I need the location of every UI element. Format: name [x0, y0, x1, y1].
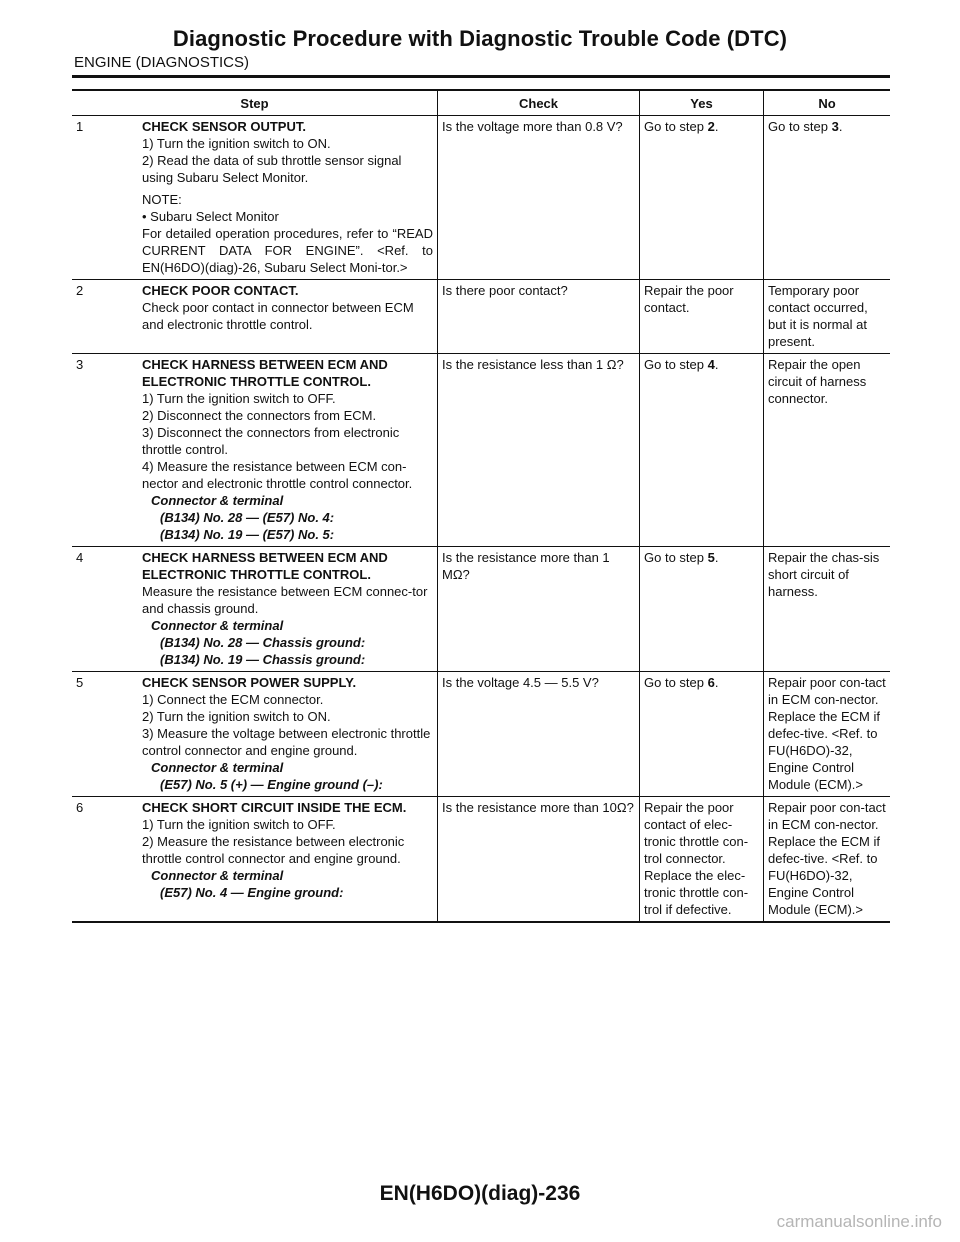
check-cell: Is the voltage 4.5 — 5.5 V?: [438, 672, 640, 797]
connector-terminal: (E57) No. 5 (+) — Engine ground (–):: [160, 777, 383, 792]
step-title: CHECK POOR CONTACT.: [142, 283, 299, 298]
no-goto-step: 3: [831, 119, 839, 134]
table-row: [72, 354, 890, 547]
no-cell: [764, 116, 891, 280]
check-cell: Is there poor contact?: [438, 280, 640, 354]
step-number: 6: [76, 800, 84, 815]
step-body: [142, 356, 433, 543]
table-row: [72, 797, 890, 923]
step-instruction: 4) Measure the resistance between ECM con-nector and electronic throttle control connector.: [142, 459, 413, 491]
connector-label: Connector & terminal: [151, 493, 284, 508]
no-action: Repair poor con-tact in ECM con-nector. Replace the ECM if defec-tive. <Ref. to FU(H6DO)-32, Engine Control Module (ECM).>: [768, 800, 886, 917]
section-label: ENGINE (DIAGNOSTICS): [74, 54, 250, 71]
step-content: [76, 356, 433, 543]
column-header-check: Check: [438, 90, 640, 116]
yes-cell: [640, 116, 764, 280]
no-cell: [764, 354, 891, 547]
yes-cell: [640, 797, 764, 923]
check-cell: Is the resistance more than 1 MΩ?: [438, 547, 640, 672]
check-cell: Is the voltage more than 0.8 V?: [438, 116, 640, 280]
step-instruction: 1) Turn the ignition switch to OFF.: [142, 391, 336, 406]
step-instruction: 2) Measure the resistance between electronic throttle control connector and engine ground.: [142, 834, 405, 866]
table-row: [72, 116, 890, 280]
no-cell: [764, 797, 891, 923]
connector-label: Connector & terminal: [151, 760, 284, 775]
diagnostic-table: [72, 89, 890, 923]
no-goto-prefix: Go to step: [768, 119, 832, 134]
step-cell: [72, 672, 438, 797]
check-cell: Is the resistance more than 10Ω?: [438, 797, 640, 923]
table-row: [72, 280, 890, 354]
step-instruction: 2) Disconnect the connectors from ECM.: [142, 408, 377, 423]
step-body: [142, 674, 433, 793]
step-content: [76, 282, 433, 333]
yes-cell: [640, 280, 764, 354]
step-cell: [72, 280, 438, 354]
step-number: 4: [76, 550, 84, 565]
step-instruction: 3) Measure the voltage between electronic throttle control connector and engine ground.: [142, 726, 431, 758]
step-instruction: 2) Turn the ignition switch to ON.: [142, 709, 331, 724]
step-number: 5: [76, 675, 84, 690]
step-body: [142, 118, 433, 276]
check-cell: Is the resistance less than 1 Ω?: [438, 354, 640, 547]
column-header-yes: Yes: [640, 90, 764, 116]
yes-cell: [640, 354, 764, 547]
step-title: CHECK HARNESS BETWEEN ECM AND ELECTRONIC THROTTLE CONTROL.: [142, 357, 388, 389]
page-number: EN(H6DO)(diag)-236: [379, 1182, 581, 1205]
note-label: NOTE:: [142, 192, 182, 207]
watermark: carmanualsonline.info: [776, 1212, 942, 1231]
connector-terminal: (B134) No. 28 — (E57) No. 4:: [160, 510, 335, 525]
step-number: 3: [76, 357, 84, 372]
no-action: Repair the chas-sis short circuit of harness.: [768, 550, 880, 599]
no-goto-suffix: .: [838, 119, 843, 134]
yes-goto-prefix: Go to step: [644, 357, 708, 372]
yes-goto-suffix: .: [714, 550, 719, 565]
no-action: Repair poor con-tact in ECM con-nector. Replace the ECM if defec-tive. <Ref. to FU(H6DO)-32, Engine Control Module (ECM).>: [768, 675, 886, 792]
step-body: [142, 549, 433, 668]
yes-goto-step: 5: [707, 550, 715, 565]
step-content: [76, 674, 433, 793]
note-text: For detailed operation procedures, refer to “READ CURRENT DATA FOR ENGINE”. <Ref. to EN(H6DO)(diag)-26, Subaru Select Moni-tor.>: [142, 226, 433, 275]
step-instruction: 2) Read the data of sub throttle sensor signal using Subaru Select Monitor.: [142, 153, 402, 185]
connector-terminal: (B134) No. 28 — Chassis ground:: [160, 635, 366, 650]
step-instruction: 1) Turn the ignition switch to ON.: [142, 136, 331, 151]
step-content: [76, 549, 433, 668]
yes-goto-prefix: Go to step: [644, 675, 708, 690]
step-title: CHECK SENSOR OUTPUT.: [142, 119, 306, 134]
step-cell: [72, 116, 438, 280]
yes-goto-suffix: .: [714, 119, 719, 134]
step-number: 1: [76, 119, 84, 134]
page-title: Diagnostic Procedure with Diagnostic Trouble Code (DTC): [172, 26, 788, 51]
step-instruction: Check poor contact in connector between ECM and electronic throttle control.: [142, 300, 414, 332]
table-row: [72, 672, 890, 797]
yes-action: Repair the poor contact.: [644, 283, 734, 315]
yes-cell: [640, 547, 764, 672]
step-cell: [72, 354, 438, 547]
yes-goto-step: 4: [707, 357, 715, 372]
step-instruction: 1) Turn the ignition switch to OFF.: [142, 817, 336, 832]
step-number: 2: [76, 283, 84, 298]
yes-goto-prefix: Go to step: [644, 119, 708, 134]
step-cell: [72, 547, 438, 672]
step-title: CHECK SENSOR POWER SUPPLY.: [142, 675, 357, 690]
step-title: CHECK HARNESS BETWEEN ECM AND ELECTRONIC THROTTLE CONTROL.: [142, 550, 388, 582]
no-action: Repair the open circuit of harness connector.: [768, 357, 867, 406]
step-content: [76, 118, 433, 276]
connector-terminal: (E57) No. 4 — Engine ground:: [160, 885, 344, 900]
step-instruction: Measure the resistance between ECM connec-tor and chassis ground.: [142, 584, 428, 616]
column-header-no: No: [764, 90, 891, 116]
step-body: [142, 282, 433, 333]
yes-goto-suffix: .: [714, 357, 719, 372]
step-content: [76, 799, 433, 901]
step-cell: [72, 797, 438, 923]
yes-goto-step: 6: [707, 675, 715, 690]
yes-goto-step: 2: [707, 119, 715, 134]
table-row: [72, 547, 890, 672]
connector-label: Connector & terminal: [151, 868, 284, 883]
connector-terminal: (B134) No. 19 — (E57) No. 5:: [160, 527, 335, 542]
yes-goto-suffix: .: [714, 675, 719, 690]
note-text: • Subaru Select Monitor: [142, 209, 279, 224]
step-body: [142, 799, 433, 901]
yes-cell: [640, 672, 764, 797]
no-cell: [764, 547, 891, 672]
table-header-row: [72, 90, 890, 116]
step-title: CHECK SHORT CIRCUIT INSIDE THE ECM.: [142, 800, 407, 815]
step-instruction: 1) Connect the ECM connector.: [142, 692, 324, 707]
table-body: [72, 116, 890, 923]
connector-label: Connector & terminal: [151, 618, 284, 633]
no-cell: [764, 280, 891, 354]
yes-action: Repair the poor contact of elec-tronic throttle con-trol connector. Replace the elec-tronic throttle con-trol if defective.: [644, 800, 749, 917]
header-rule: [72, 75, 890, 78]
no-cell: [764, 672, 891, 797]
column-header-step: Step: [72, 90, 438, 116]
yes-goto-prefix: Go to step: [644, 550, 708, 565]
connector-terminal: (B134) No. 19 — Chassis ground:: [160, 652, 366, 667]
no-action: Temporary poor contact occurred, but it is normal at present.: [768, 283, 868, 349]
step-instruction: 3) Disconnect the connectors from electronic throttle control.: [142, 425, 400, 457]
